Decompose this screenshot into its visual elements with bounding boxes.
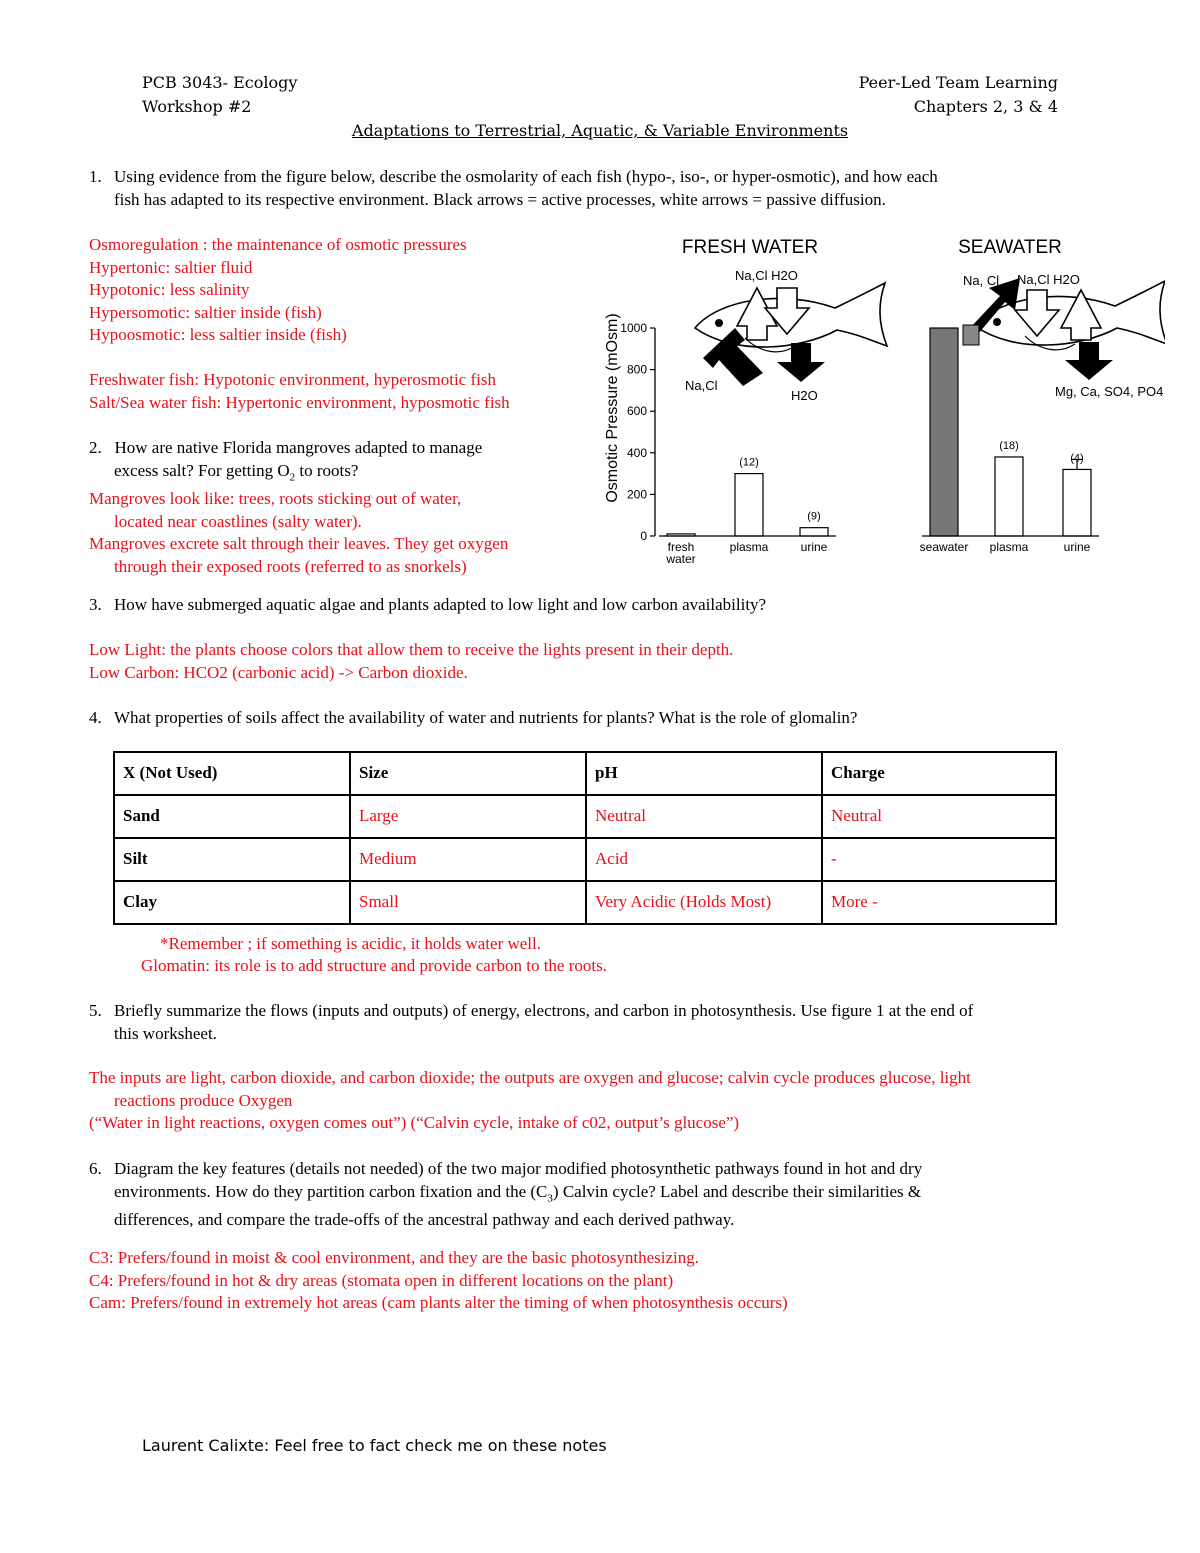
- active-outflow-arrow-icon: [1065, 342, 1113, 380]
- x-tick-label: urine: [1063, 540, 1091, 554]
- table-cell: Very Acidic (Holds Most): [586, 881, 822, 924]
- answer-line: Salt/Sea water fish: Hypertonic environment, hyposmotic fish: [89, 392, 510, 412]
- subscript: 3: [547, 1191, 553, 1204]
- question-text: differences, and compare the trade-offs of the ancestral pathway and each derived pathway.: [114, 1210, 735, 1230]
- question-text: fish has adapted to its respective environment. Black arrows = active processes, white arrows = passive diffusion.: [114, 189, 886, 209]
- ion-label: Na,Cl: [685, 378, 718, 393]
- question-text: How have submerged aquatic algae and plants adapted to low light and low carbon availability?: [114, 595, 767, 614]
- y-tick-label: 200: [626, 487, 647, 502]
- question-1: [89, 166, 1129, 211]
- table-cell: Neutral: [822, 795, 1056, 838]
- course-title: PCB 3043- Ecology: [142, 73, 298, 92]
- table-cell: More -: [822, 881, 1056, 924]
- table-cell: Neutral: [586, 795, 822, 838]
- question-4: [89, 707, 1129, 730]
- bar: [995, 457, 1023, 536]
- soil-properties-table: [113, 751, 1057, 925]
- answer-line: located near coastlines (salty water).: [114, 511, 362, 531]
- question-number: 6.: [89, 1159, 102, 1178]
- question-text: ) Calvin cycle? Label and describe their similarities &: [552, 1181, 922, 1201]
- answer-line: through their exposed roots (referred to as snorkels): [114, 556, 467, 576]
- table-header: pH: [586, 752, 822, 795]
- answer-line: Hypertonic: saltier fluid: [89, 257, 253, 277]
- question-text: excess salt? For getting O: [114, 460, 290, 480]
- bar-sample-size-label: (12): [739, 456, 759, 469]
- question-text: What properties of soils affect the availability of water and nutrients for plants? What is the role of glomalin?: [114, 708, 858, 727]
- q1-answer: [89, 234, 589, 414]
- fresh-water-title: FRESH WATER: [681, 237, 819, 258]
- x-tick-label: water: [666, 552, 696, 566]
- y-axis-label: Osmotic Pressure (mOsm): [604, 313, 621, 503]
- y-tick-label: 600: [626, 404, 647, 419]
- q5-answer: [89, 1067, 971, 1135]
- answer-line: Hypersomotic: saltier inside (fish): [89, 302, 322, 322]
- x-tick-label: plasma: [729, 540, 769, 554]
- answer-line: (“Water in light reactions, oxygen comes out”) (“Calvin cycle, intake of c02, output’s glucose”): [89, 1113, 740, 1132]
- question-text: Briefly summarize the flows (inputs and outputs) of energy, electrons, and carbon in photosynthesis. Use figure 1 at the end of: [114, 1001, 974, 1020]
- table-cell: Clay: [114, 881, 350, 924]
- x-tick-label: seawater: [919, 540, 969, 554]
- gill-chloride-cell-icon: [963, 325, 979, 345]
- answer-line: C4: Prefers/found in hot & dry areas (stomata open in different locations on the plant): [89, 1270, 674, 1290]
- question-number: 3.: [89, 595, 102, 614]
- answer-line: Low Carbon: HCO2 (carbonic acid) -> Carbon dioxide.: [89, 662, 468, 682]
- bar: [800, 528, 828, 536]
- bar-sample-size-label: (4): [1070, 452, 1084, 465]
- active-outflow-arrow-icon: [777, 343, 825, 382]
- ion-label: Na, Cl: [963, 273, 1000, 288]
- y-axis-ticks: [620, 321, 655, 543]
- table-header: Size: [350, 752, 586, 795]
- answer-line: Hypoosmotic: less saltier inside (fish): [89, 325, 347, 344]
- table-cell: Silt: [114, 838, 350, 881]
- x-tick-label: plasma: [989, 540, 1029, 554]
- x-tick-label: fresh: [667, 540, 695, 554]
- table-header: Charge: [822, 752, 1056, 795]
- table-cell: Sand: [114, 795, 350, 838]
- ion-water-label: Na,Cl H2O: [1017, 272, 1080, 287]
- workshop-number: Workshop #2: [142, 97, 252, 116]
- table-row: [114, 795, 1056, 838]
- question-number: 5.: [89, 1001, 102, 1020]
- question-6: [89, 1158, 1129, 1232]
- table-cell: Acid: [586, 838, 822, 881]
- answer-line: Hypotonic: less salinity: [89, 280, 250, 299]
- ion-water-label: Na,Cl H2O: [735, 268, 798, 283]
- question-number: 1.: [89, 167, 102, 186]
- question-text: How are native Florida mangroves adapted to manage: [114, 438, 483, 457]
- bar-sample-size-label: (18): [999, 439, 1019, 452]
- glomalin-answer: Glomatin: its role is to add structure and provide carbon to the roots.: [141, 956, 607, 975]
- answer-line: Low Light: the plants choose colors that allow them to receive the lights present in their depth.: [89, 640, 734, 659]
- chapters: Chapters 2, 3 & 4: [913, 97, 1058, 116]
- question-text: to roots?: [295, 460, 359, 480]
- table-header-row: [114, 752, 1056, 795]
- question-3: [89, 594, 1129, 617]
- bar: [735, 474, 763, 536]
- y-tick-label: 800: [626, 362, 647, 377]
- question-text: Using evidence from the figure below, describe the osmolarity of each fish (hypo-, iso-, or hyper-osmotic), and how each: [114, 167, 938, 186]
- passive-outflow-arrow-icon: [1061, 290, 1101, 340]
- water-label: H2O: [791, 388, 818, 403]
- table-cell: Small: [350, 881, 586, 924]
- q6-answer: [89, 1247, 788, 1315]
- page-title: Adaptations to Terrestrial, Aquatic, & Variable Environments: [351, 121, 849, 140]
- bar: [930, 328, 958, 536]
- table-row: [114, 881, 1056, 924]
- question-2: [89, 437, 589, 578]
- answer-line: The inputs are light, carbon dioxide, and carbon dioxide; the outputs are oxygen and glucose; calvin cycle produces glucose, light: [89, 1068, 971, 1087]
- ions-label: Mg, Ca, SO4, PO4: [1055, 384, 1164, 399]
- q3-answer: [89, 639, 733, 684]
- passive-inflow-arrow-icon: [765, 288, 809, 334]
- bar-sample-size-label: (9): [807, 510, 821, 523]
- answer-line: reactions produce Oxygen: [114, 1090, 293, 1110]
- y-tick-label: 0: [640, 529, 647, 543]
- question-number: 4.: [89, 708, 102, 727]
- answer-line: C3: Prefers/found in moist & cool environment, and they are the basic photosynthesizing.: [89, 1248, 699, 1267]
- seawater-title: SEAWATER: [958, 237, 1062, 258]
- table-note: *Remember ; if something is acidic, it holds water well.: [160, 934, 541, 953]
- bar: [1063, 469, 1091, 536]
- question-5: [89, 1000, 1129, 1045]
- table-cell: Large: [350, 795, 586, 838]
- question-text: Diagram the key features (details not needed) of the two major modified photosynthetic pathways found in hot and dry: [114, 1159, 923, 1178]
- table-header: X (Not Used): [114, 752, 350, 795]
- subscript: 2: [289, 470, 296, 483]
- answer-line: Osmoregulation : the maintenance of osmotic pressures: [89, 235, 467, 254]
- y-tick-label: 1000: [620, 321, 647, 335]
- table-cell: Medium: [350, 838, 586, 881]
- question-text: this worksheet.: [114, 1023, 217, 1043]
- footer-note: Laurent Calixte: Feel free to fact check me on these notes: [142, 1436, 607, 1455]
- table-row: [114, 838, 1056, 881]
- answer-line: Freshwater fish: Hypotonic environment, hyperosmotic fish: [89, 370, 496, 389]
- answer-line: Mangroves look like: trees, roots sticking out of water,: [89, 489, 462, 509]
- answer-line: Cam: Prefers/found in extremely hot areas (cam plants alter the timing of when photosynthesis occurs): [89, 1293, 788, 1312]
- answer-line: Mangroves excrete salt through their leaves. They get oxygen: [89, 534, 509, 554]
- osmolarity-figure: [595, 228, 1165, 573]
- question-text: environments. How do they partition carbon fixation and the (C: [114, 1181, 548, 1201]
- y-tick-label: 400: [626, 445, 647, 460]
- table-cell: -: [822, 838, 1056, 881]
- program-name: Peer-Led Team Learning: [858, 73, 1058, 92]
- question-number: 2.: [89, 438, 102, 457]
- x-tick-label: urine: [800, 540, 828, 554]
